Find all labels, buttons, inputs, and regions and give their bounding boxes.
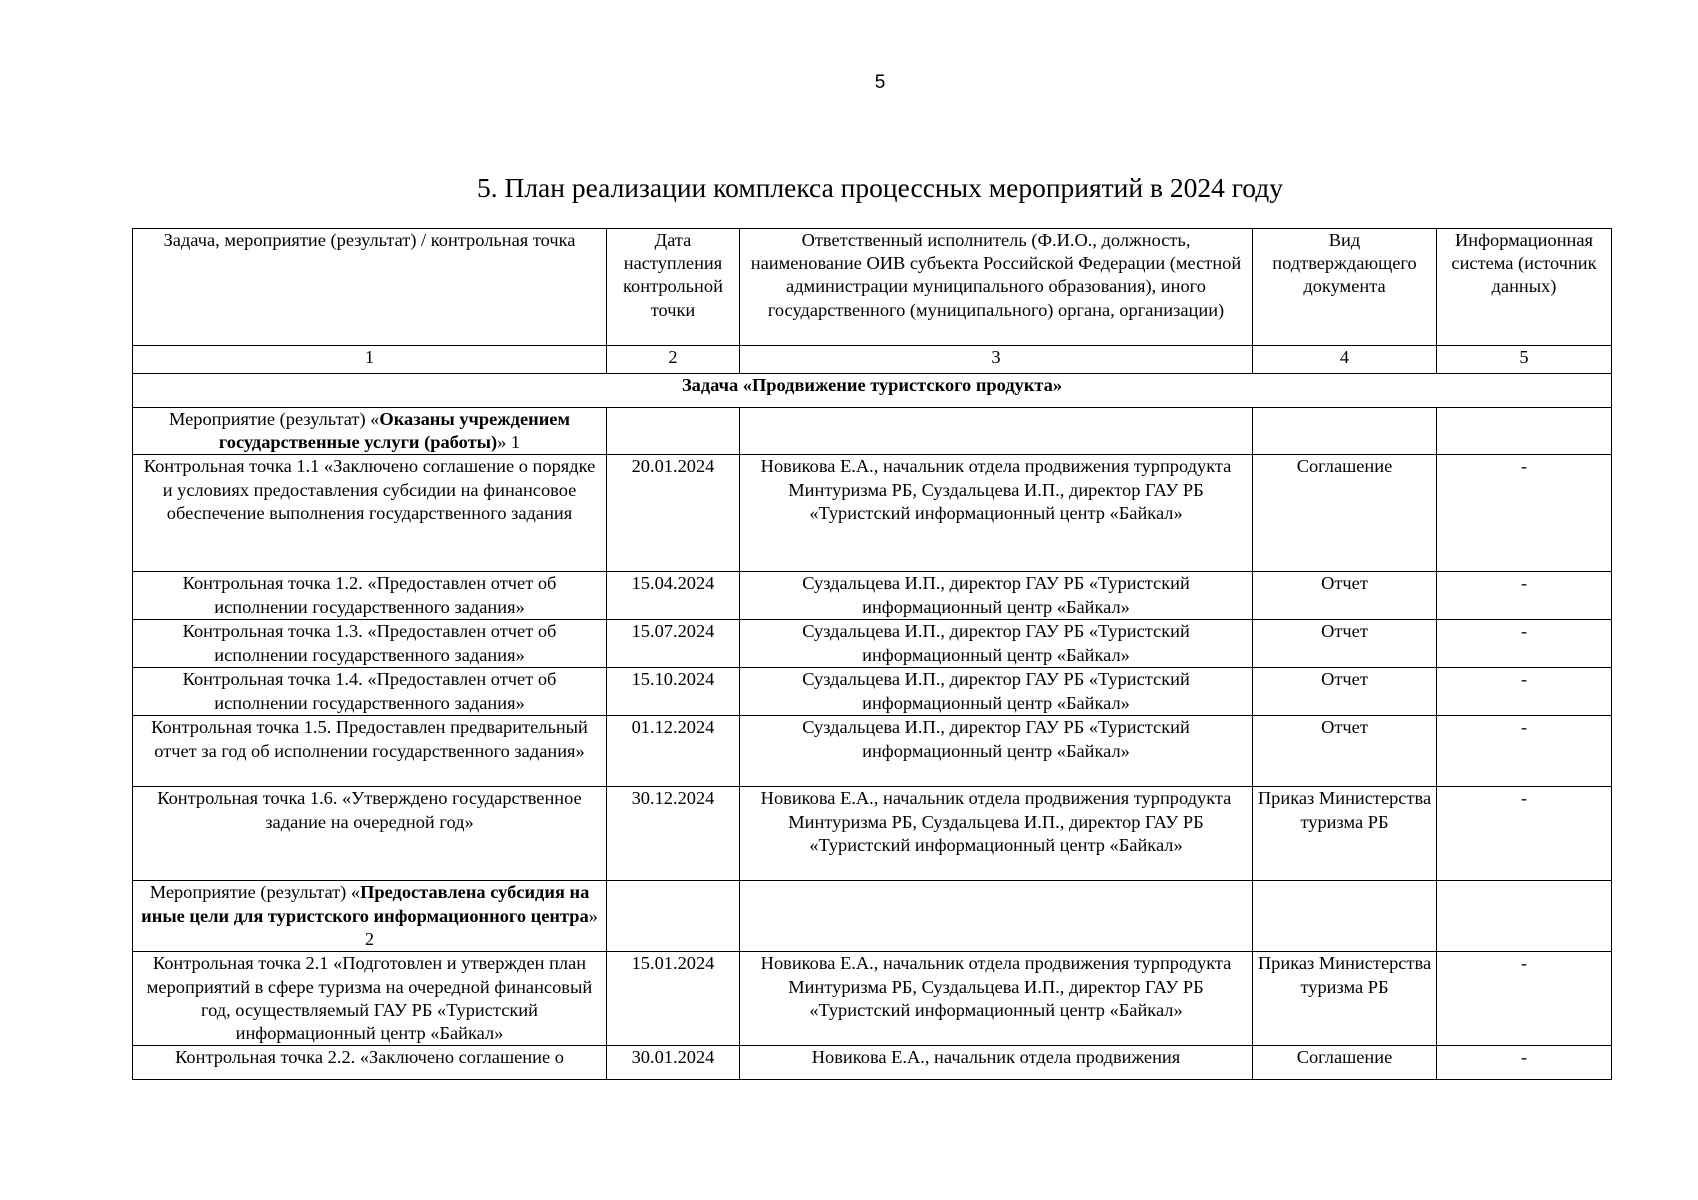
table-row xyxy=(133,668,1612,716)
responsible-cell: Новикова Е.А., начальник отдела продвижения xyxy=(740,1046,1253,1080)
table-row xyxy=(133,787,1612,881)
measure-row xyxy=(133,408,1612,455)
measure-prefix: Мероприятие (результат) « xyxy=(169,409,380,429)
table-row xyxy=(133,952,1612,1046)
checkpoint-cell: Контрольная точка 1.4. «Предоставлен отчет об исполнении государственного задания» xyxy=(133,668,607,716)
document-cell: Отчет xyxy=(1253,572,1437,620)
column-number: 4 xyxy=(1253,346,1437,374)
responsible-cell: Новикова Е.А., начальник отдела продвижения турпродукта Минтуризма РБ, Суздальцева И.П., директор ГАУ РБ «Туристский информационный центр «Байкал» xyxy=(740,455,1253,572)
task-title: Задача «Продвижение туристского продукта» xyxy=(133,374,1612,408)
empty-cell xyxy=(607,408,740,455)
measure-name: Оказаны учреждением государственные услуги (работы) xyxy=(218,409,570,453)
task-row xyxy=(133,374,1612,408)
document-cell: Приказ Министерства туризма РБ xyxy=(1253,787,1437,881)
empty-cell xyxy=(740,881,1253,952)
system-cell: - xyxy=(1437,952,1612,1046)
checkpoint-cell: Контрольная точка 2.2. «Заключено соглашение о xyxy=(133,1046,607,1080)
responsible-cell: Новикова Е.А., начальник отдела продвижения турпродукта Минтуризма РБ, Суздальцева И.П., директор ГАУ РБ «Туристский информационный центр «Байкал» xyxy=(740,952,1253,1046)
column-number-row xyxy=(133,346,1612,374)
date-cell: 30.01.2024 xyxy=(607,1046,740,1080)
measure-row xyxy=(133,881,1612,952)
empty-cell xyxy=(1437,408,1612,455)
date-cell: 15.01.2024 xyxy=(607,952,740,1046)
date-cell: 15.10.2024 xyxy=(607,668,740,716)
header-row xyxy=(133,229,1612,346)
table-row xyxy=(133,716,1612,787)
document-cell: Отчет xyxy=(1253,668,1437,716)
plan-table xyxy=(132,228,1612,1080)
system-cell: - xyxy=(1437,668,1612,716)
header-cell-system: Информационная система (источник данных) xyxy=(1437,229,1612,346)
checkpoint-cell: Контрольная точка 1.3. «Предоставлен отчет об исполнении государственного задания» xyxy=(133,620,607,668)
date-cell: 01.12.2024 xyxy=(607,716,740,787)
checkpoint-cell: Контрольная точка 1.2. «Предоставлен отчет об исполнении государственного задания» xyxy=(133,572,607,620)
date-cell: 20.01.2024 xyxy=(607,455,740,572)
measure-title xyxy=(133,408,607,455)
measure-title xyxy=(133,881,607,952)
table-row xyxy=(133,572,1612,620)
document-cell: Отчет xyxy=(1253,620,1437,668)
system-cell: - xyxy=(1437,455,1612,572)
table-row xyxy=(133,1046,1612,1080)
system-cell: - xyxy=(1437,620,1612,668)
header-cell-date: Дата наступления контрольной точки xyxy=(607,229,740,346)
document-cell: Соглашение xyxy=(1253,455,1437,572)
checkpoint-cell: Контрольная точка 1.1 «Заключено соглашение о порядке и условиях предоставления субсидии на финансовое обеспечение выполнения государственного задания xyxy=(133,455,607,572)
table-row xyxy=(133,620,1612,668)
document-cell: Отчет xyxy=(1253,716,1437,787)
checkpoint-cell: Контрольная точка 1.5. Предоставлен предварительный отчет за год об исполнении государственного задания» xyxy=(133,716,607,787)
date-cell: 15.04.2024 xyxy=(607,572,740,620)
column-number: 2 xyxy=(607,346,740,374)
empty-cell xyxy=(740,408,1253,455)
column-number: 3 xyxy=(740,346,1253,374)
responsible-cell: Суздальцева И.П., директор ГАУ РБ «Туристский информационный центр «Байкал» xyxy=(740,620,1253,668)
measure-prefix: Мероприятие (результат) « xyxy=(149,882,361,903)
checkpoint-cell: Контрольная точка 1.6. «Утверждено государственное задание на очередной год» xyxy=(133,787,607,881)
header-cell-responsible: Ответственный исполнитель (Ф.И.О., должность, наименование ОИВ субъекта Российской Федерации (местной администрации муниципального образования), иного государственного (муниципального) органа, организации) xyxy=(740,229,1253,346)
system-cell: - xyxy=(1437,1046,1612,1080)
date-cell: 15.07.2024 xyxy=(607,620,740,668)
responsible-cell: Новикова Е.А., начальник отдела продвижения турпродукта Минтуризма РБ, Суздальцева И.П., директор ГАУ РБ «Туристский информационный центр «Байкал» xyxy=(740,787,1253,881)
measure-suffix: » 2 xyxy=(364,905,598,949)
empty-cell xyxy=(1253,881,1437,952)
system-cell: - xyxy=(1437,572,1612,620)
empty-cell xyxy=(607,881,740,952)
empty-cell xyxy=(1437,881,1612,952)
header-cell-task: Задача, мероприятие (результат) / контрольная точка xyxy=(133,229,607,346)
page-number: 5 xyxy=(874,72,886,93)
empty-cell xyxy=(1253,408,1437,455)
date-cell: 30.12.2024 xyxy=(607,787,740,881)
system-cell: - xyxy=(1437,787,1612,881)
table-row xyxy=(133,455,1612,572)
document-title: 5. План реализации комплекса процессных мероприятий в 2024 году xyxy=(476,172,1284,203)
document-cell: Приказ Министерства туризма РБ xyxy=(1253,952,1437,1046)
checkpoint-cell: Контрольная точка 2.1 «Подготовлен и утвержден план мероприятий в сфере туризма на очередной финансовый год, осуществляемый ГАУ РБ «Туристский информационный центр «Байкал» xyxy=(133,952,607,1046)
column-number: 1 xyxy=(133,346,607,374)
responsible-cell: Суздальцева И.П., директор ГАУ РБ «Туристский информационный центр «Байкал» xyxy=(740,716,1253,787)
header-cell-document: Вид подтверждающего документа xyxy=(1253,229,1437,346)
measure-suffix: » 1 xyxy=(497,432,521,453)
column-number: 5 xyxy=(1437,346,1612,374)
responsible-cell: Суздальцева И.П., директор ГАУ РБ «Туристский информационный центр «Байкал» xyxy=(740,572,1253,620)
responsible-cell: Суздальцева И.П., директор ГАУ РБ «Туристский информационный центр «Байкал» xyxy=(740,668,1253,716)
measure-name: Предоставлена субсидия на иные цели для туристского информационного центра xyxy=(141,882,590,926)
system-cell: - xyxy=(1437,716,1612,787)
document-cell: Соглашение xyxy=(1253,1046,1437,1080)
